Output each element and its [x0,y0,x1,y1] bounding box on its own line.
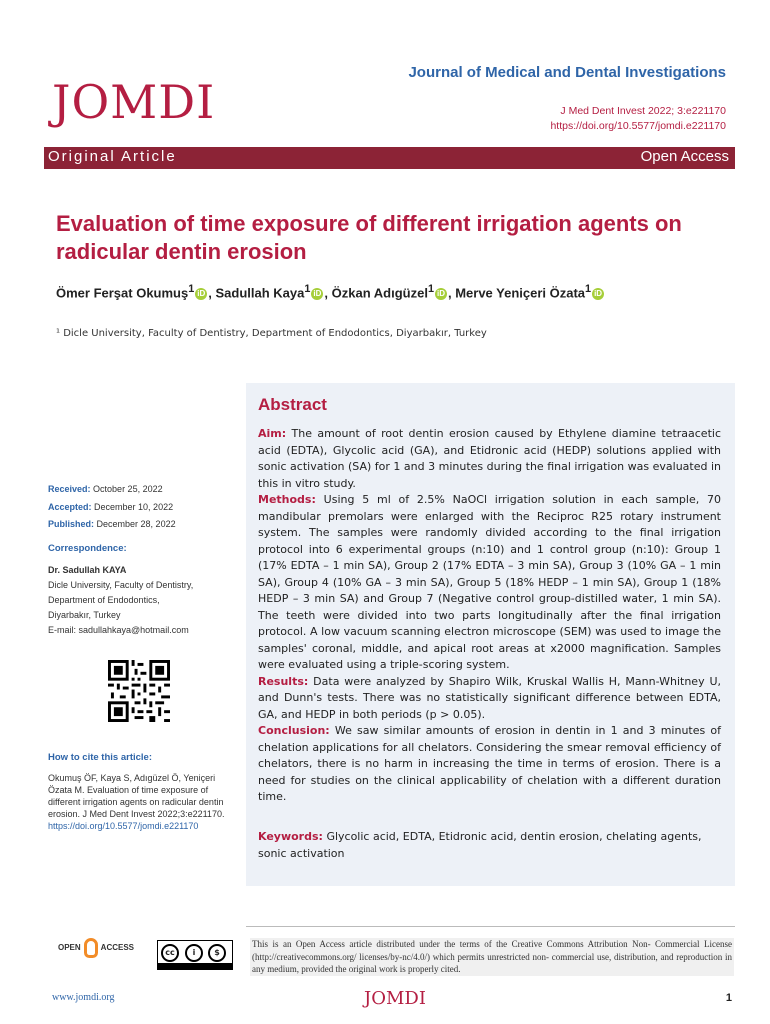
conclusion-label: Conclusion: [258,724,330,737]
received-label: Received: [48,484,91,494]
conclusion-text: We saw similar amounts of erosion in dentin in 1 and 3 minutes of chelation applications for all chelators. Considering the smear removal efficiency of chelators, there is no harm in increasing the time in terms of erosion. There is a need for studies on the clinical applicability of chelation with a different duration time. [258,724,721,803]
orcid-icon[interactable]: iD [436,289,445,299]
citation-text: Okumuş ÖF, Kaya S, Adıgüzel Ö, Yeniçeri Özata M. Evaluation of time exposure of different irrigation agents on radicular dentin erosion. J Med Dent Invest 2022;3:e221170. [48,773,225,819]
oa-right-text: ACCESS [100,943,135,953]
results-text: Data were analyzed by Shapiro Wilk, Kruskal Wallis H, Mann-Whitney U, and Dunn's tests. There was no statistically significant difference between EDTA, GA, and HEDP in both periods (p > 0.05). [258,674,721,721]
cc-by-nc-icon[interactable] [157,940,233,970]
author-list: Ömer Ferşat Okumuş$^1$ iD , Sadullah Kaya$^1$ iD , Özkan Adıgüzel$^1$ iD , Merve Yeniçeri Özata$^1$ iD [56,283,603,301]
affiliation: ¹ Dicle University, Faculty of Dentistry, Department of Endodontics, Diyarbakır, Turkey [56,328,487,339]
footer-logo: JOMDI [364,988,426,1009]
accepted-label: Accepted: [48,502,92,512]
license-text: This is an Open Access article distributed under the terms of the Creative Commons Attribution Non- Commercial License (http://creativecommons.org/ licenses/by-nc/4.0/) which permits unrestricted non- commercial use, distribution, and reproduction in any medium, provided the original work is properly cited. [252,939,732,974]
abstract-conclusion [258,723,721,806]
published-date [48,517,176,532]
author-affil-sup: 1 [585,283,592,295]
page-number: 1 [725,992,732,1004]
open-access-logo [58,938,134,958]
by-icon: i [185,944,203,962]
logo-text: JOMDI [52,75,216,129]
author-affil-sup: 1 [188,283,195,295]
cc-label-bar [158,963,232,969]
qr-code-icon [108,660,170,722]
author-name: Özkan Adıgüzel [331,285,428,301]
correspondence-line: Dicle University, Faculty of Dentistry, [48,580,194,590]
article-type-banner [44,147,735,169]
author-name: Sadullah Kaya [215,285,305,301]
keywords-label: Keywords: [258,830,323,843]
received-date [48,482,163,497]
keywords [258,829,721,862]
journal-title: Journal of Medical and Dental Investigations [408,64,726,81]
correspondence-name: Dr. Sadullah KAYA [48,565,127,575]
abstract-text [258,426,721,806]
correspondence-email[interactable]: E-mail: sadullahkaya@hotmail.com [48,625,189,635]
journal-logo [52,74,216,138]
open-lock-icon [84,938,98,958]
published-label: Published: [48,519,95,529]
abstract-box [246,383,735,886]
oa-left-text: OPEN [58,943,81,953]
orcid-icon[interactable]: iD [313,289,322,299]
abstract-heading: Abstract [258,395,327,414]
orcid-icon[interactable]: iD [197,289,206,299]
footer-divider [246,926,735,927]
author-affil-sup: 1 [304,283,311,295]
journal-doi-link[interactable]: https://doi.org/10.5577/jomdi.e221170 [550,120,726,132]
aim-text: The amount of root dentin erosion caused by Ethylene diamine tetraacetic acid (EDTA), Glycolic acid (GA), and Etidronic acid (HEDP) solutions applied with sonic activation (SA) for 1 and 3 minutes during the final irrigation was evaluated in this in vitro study. [258,427,721,490]
journal-website-link[interactable]: www.jomdi.org [52,992,115,1003]
methods-label: Methods: [258,493,316,506]
abstract-aim [258,426,721,492]
article-title: Evaluation of time exposure of different irrigation agents on radicular dentin erosion [56,211,682,264]
correspondence-line: Diyarbakır, Turkey [48,610,121,620]
keywords-text: Glycolic acid, EDTA, Etidronic acid, dentin erosion, chelating agents, sonic activation [258,830,702,860]
author-name: Ömer Ferşat Okumuş [56,285,189,301]
author-affil-sup: 1 [427,283,434,295]
accepted-date [48,500,173,515]
citation-heading: How to cite this article: [48,752,152,763]
article-type: Original Article [48,148,177,165]
journal-reference [550,104,726,134]
methods-text: Using 5 ml of 2.5% NaOCl irrigation solution in each sample, 70 mandibular premolars were enlarged with the Reciproc R25 rotary instrument system. The samples were randomly divided according to the final irrigation protocol into 6 experimental groups (n:10) and 1 control group (n:10): Group 1 (17% EDTA – 1 min SA), Group 2 (17% EDTA – 3 min SA), Group 3 (10% GA – 1 min SA), Group 4 (10% GA – 3 min SA), Group 5 (18% HEDP – 1 min SA), Group 1 (18% HEDP – 3 min SA) and Group 7 (Negative control group-distilled water, 1 min SA). The teeth were divided into two parts longitudinally after the final irrigation protocol. A low vacuum scanning electron microscope (SEM) was used to image the samples' coronal, middle, and apical root areas at x2000 magnification. Samples were evaluated using a triple-scoring system. [258,493,721,671]
orcid-icon[interactable]: iD [594,289,603,299]
nc-icon: $ [208,944,226,962]
correspondence-block [48,563,228,638]
author-name: Merve Yeniçeri Özata [455,285,586,301]
accepted-value: December 10, 2022 [94,502,174,512]
abstract-methods [258,492,721,674]
correspondence-line: Department of Endodontics, [48,595,160,605]
cc-icon: cc [161,944,179,962]
abstract-results [258,674,721,724]
open-access-label: Open Access [640,148,729,165]
published-value: December 28, 2022 [96,519,176,529]
journal-citation-line: J Med Dent Invest 2022; 3:e221170 [560,105,726,117]
correspondence-heading: Correspondence: [48,543,127,554]
results-label: Results: [258,674,309,688]
received-value: October 25, 2022 [93,484,163,494]
citation-block [48,772,228,832]
citation-doi-link[interactable]: https://doi.org/10.5577/jomdi.e221170 [48,821,199,831]
aim-label: Aim: [258,427,287,440]
